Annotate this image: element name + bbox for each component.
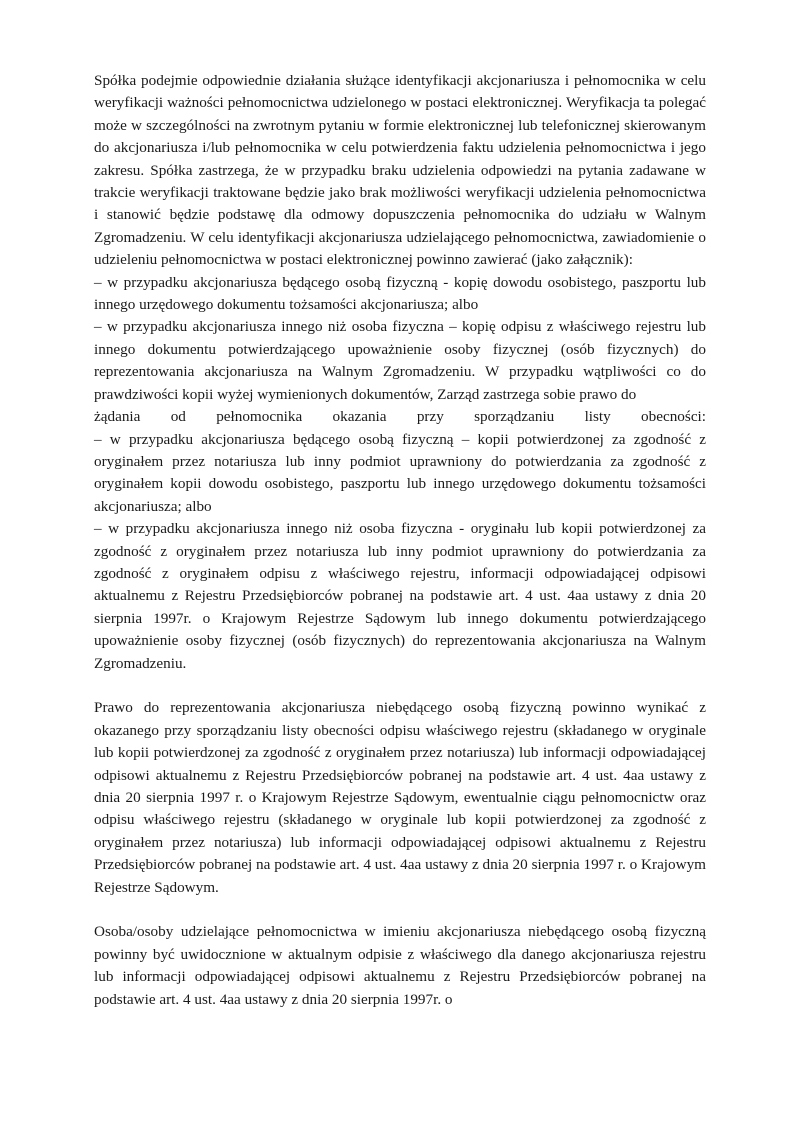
list-item-natural-person-certified: – w przypadku akcjonariusza będącego osobą fizyczną – kopii potwierdzonej za zgodność z oryginałem przez notariusza lub inny podmiot uprawniony do potwierdzania za zgodność z oryginałem kopii dowodu osobistego, paszportu lub innego urzędowego dokumentu tożsamości akcjonariusza; albo bbox=[94, 430, 706, 515]
paragraph-verification bbox=[94, 70, 706, 675]
paragraph-grantors: Osoba/osoby udzielające pełnomocnictwa w imieniu akcjonariusza niebędącego osobą fizyczną powinny być uwidocznione w aktualnym odpisie z właściwego dla danego akcjonariusza rejestru lub informacji odpowiadającej odpisowi aktualnemu z Rejestru Przedsiębiorców pobranej na podstawie art. 4 ust. 4aa ustawy z dnia 20 sierpnia 1997r. o bbox=[94, 923, 706, 1008]
list-item-legal-entity-copy: – w przypadku akcjonariusza innego niż osoba fizyczna – kopię odpisu z właściwego rejestru lub innego dokumentu potwierdzającego upoważnienie osoby fizycznej (osób fizycznych) do reprezentowania akcjonariusza na Walnym Zgromadzeniu. W przypadku wątpliwości co do prawdziwości kopii wyżej wymienionych dokumentów, Zarząd zastrzega sobie prawo do bbox=[94, 318, 706, 403]
list-item-legal-entity-copy-end: żądania od pełnomocnika okazania przy sporządzaniu listy obecności: bbox=[94, 408, 706, 426]
paragraph-representation-right: Prawo do reprezentowania akcjonariusza niebędącego osobą fizyczną powinno wynikać z okazanego przy sporządzaniu listy obecności odpisu właściwego rejestru (składanego w oryginale lub kopii potwierdzonej za zgodność z oryginałem przez notariusza) lub informacji odpowiadającej odpisowi aktualnemu z Rejestru Przedsiębiorców pobranej na podstawie art. 4 ust. 4aa ustawy z dnia 20 sierpnia 1997 r. o Krajowym Rejestrze Sądowym, ewentualnie ciągu pełnomocnictw oraz odpisu właściwego rejestru (składanego w oryginale lub kopii potwierdzonej za zgodność z oryginałem przez notariusza) lub informacji odpowiadającej odpisowi aktualnemu z Rejestru Przedsiębiorców pobranej na podstawie art. 4 ust. 4aa ustawy z dnia 20 sierpnia 1997 r. o Krajowym Rejestrze Sądowym. bbox=[94, 699, 706, 896]
paragraph-verification-intro: Spółka podejmie odpowiednie działania służące identyfikacji akcjonariusza i pełnomocnika w celu weryfikacji ważności pełnomocnictwa udzielonego w postaci elektronicznej. Weryfikacja ta polegać może w szczególności na zwrotnym pytaniu w formie elektronicznej lub telefonicznej skierowanym do akcjonariusza i/lub pełnomocnika w celu potwierdzenia faktu udzielenia pełnomocnictwa i jego zakresu. Spółka zastrzega, że w przypadku braku udzielenia odpowiedzi na pytania zadawane w trakcie weryfikacji traktowane będzie jako brak możliwości weryfikacji udzielenia pełnomocnictwa i stanowić będzie podstawę dla odmowy dopuszczenia pełnomocnika do udziału w Walnym Zgromadzeniu. W celu identyfikacji akcjonariusza udzielającego pełnomocnictwa, zawiadomienie o udzieleniu pełnomocnictwa w postaci elektronicznej powinno zawierać (jako załącznik): bbox=[94, 72, 706, 269]
list-item-natural-person-copy: – w przypadku akcjonariusza będącego osobą fizyczną - kopię dowodu osobistego, paszportu lub innego urzędowego dokumentu tożsamości akcjonariusza; albo bbox=[94, 273, 706, 314]
paragraph-spacer bbox=[94, 899, 706, 921]
paragraph-spacer bbox=[94, 675, 706, 697]
document-page bbox=[94, 70, 706, 1011]
list-item-legal-entity-certified: – w przypadku akcjonariusza innego niż osoba fizyczna - oryginału lub kopii potwierdzonej za zgodność z oryginałem przez notariusza lub inny podmiot uprawniony do potwierdzania za zgodność z oryginałem odpisu z właściwego rejestru, informacji odpowiadającej odpisowi aktualnemu z Rejestru Przedsiębiorców pobranej na podstawie art. 4 ust. 4aa ustawy z dnia 20 sierpnia 1997r. o Krajowym Rejestrze Sądowym lub innego dokumentu potwierdzającego upoważnienie osoby fizycznej (osób fizycznych) do reprezentowania akcjonariusza na Walnym Zgromadzeniu. bbox=[94, 520, 706, 672]
